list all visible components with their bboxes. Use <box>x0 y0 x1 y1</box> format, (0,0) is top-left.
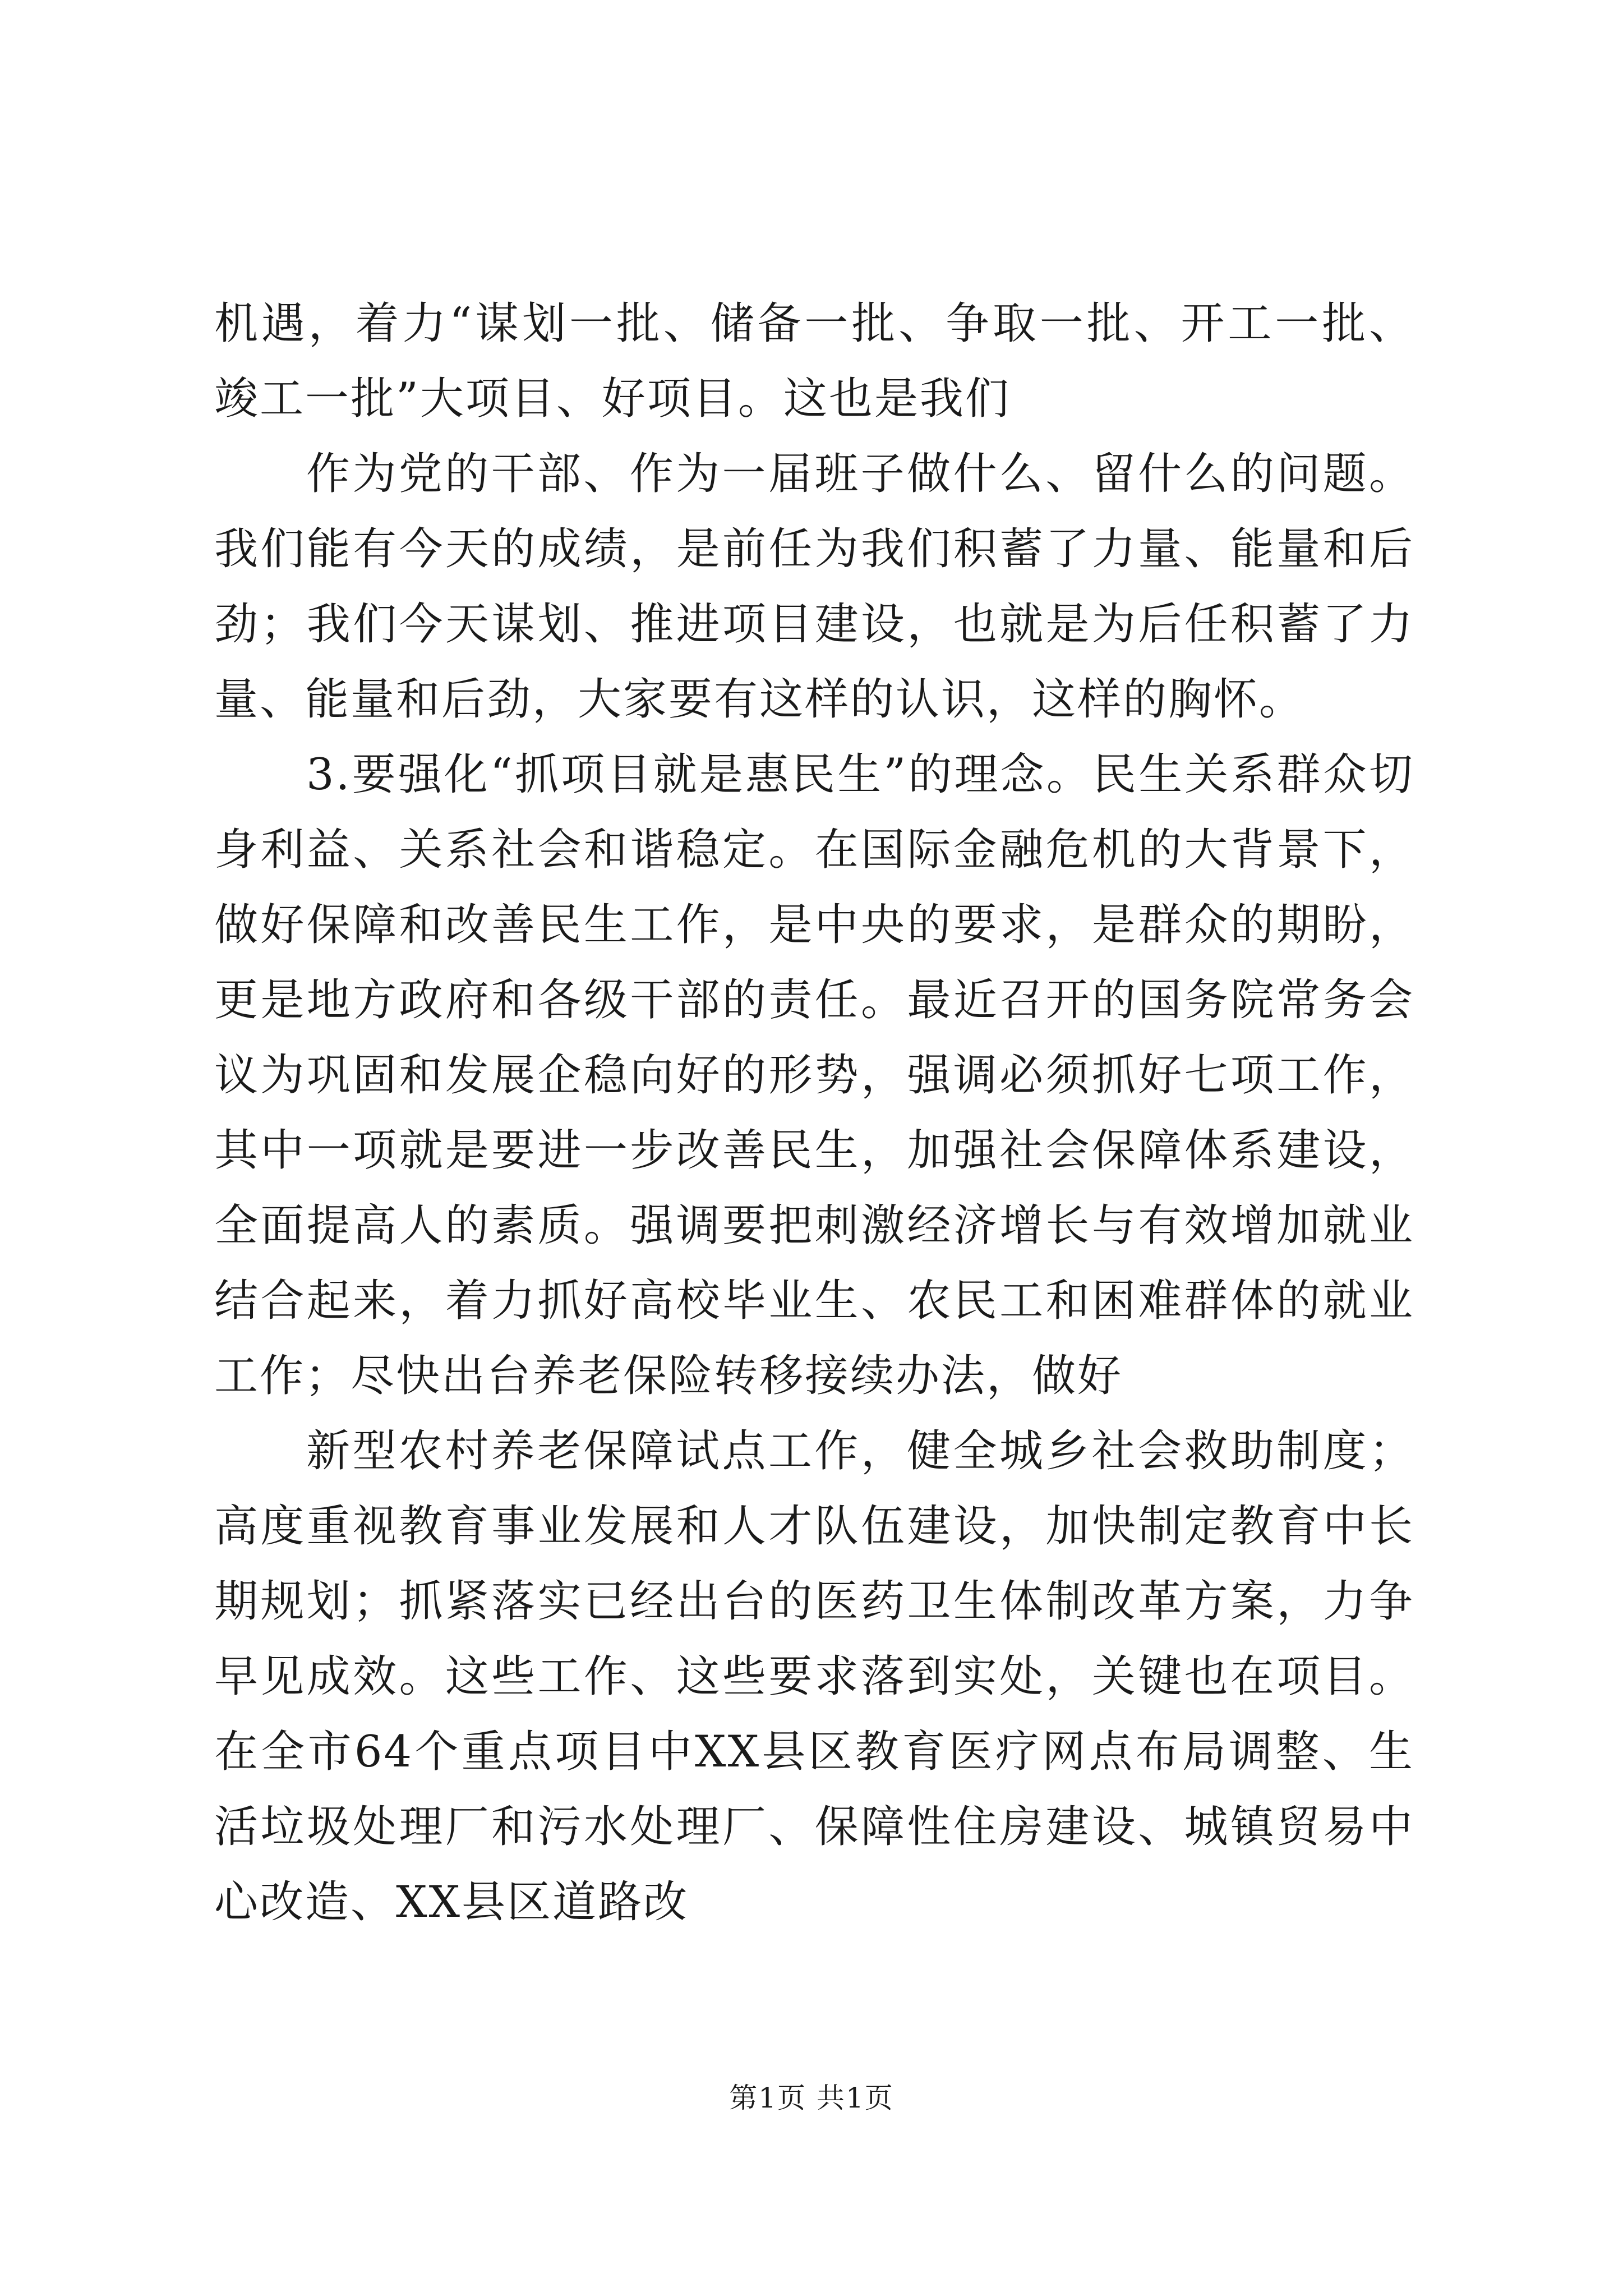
paragraph-continuation: 机遇，着力“谋划一批、储备一批、争取一批、开工一批、竣工一批”大项目、好项目。这也是我们 <box>214 298 1414 424</box>
paragraph: 作为党的干部、作为一届班子做什么、留什么的问题。我们能有今天的成绩，是前任为我们积蓄了力量、能量和后劲；我们今天谋划、推进项目建设，也就是为后任积蓄了力量、能量和后劲，大家要有这样的认识，这样的胸怀。 <box>214 449 1414 725</box>
document-body <box>214 286 1414 1940</box>
paragraph: 新型农村养老保障试点工作，健全城乡社会救助制度；高度重视教育事业发展和人才队伍建设，加快制定教育中长期规划；抓紧落实已经出台的医药卫生体制改革方案，力争早见成效。这些工作、这些要求落到实处，关键也在项目。在全市64个重点项目中XX县区教育医疗网点布局调整、生活垃圾处理厂和污水处理厂、保障性住房建设、城镇贸易中心改造、XX县区道路改 <box>214 1426 1414 1927</box>
paragraph: 3.要强化“抓项目就是惠民生”的理念。民生关系群众切身利益、关系社会和谐稳定。在国际金融危机的大背景下，做好保障和改善民生工作，是中央的要求，是群众的期盼，更是地方政府和各级干部的责任。最近召开的国务院常务会议为巩固和发展企稳向好的形势，强调必须抓好七项工作，其中一项就是要进一步改善民生，加强社会保障体系建设，全面提高人的素质。强调要把刺激经济增长与有效增加就业结合起来，着力抓好高校毕业生、农民工和困难群体的就业工作；尽快出台养老保险转移接续办法，做好 <box>214 749 1414 1401</box>
page-footer: 第1页 共1页 <box>729 2082 894 2114</box>
